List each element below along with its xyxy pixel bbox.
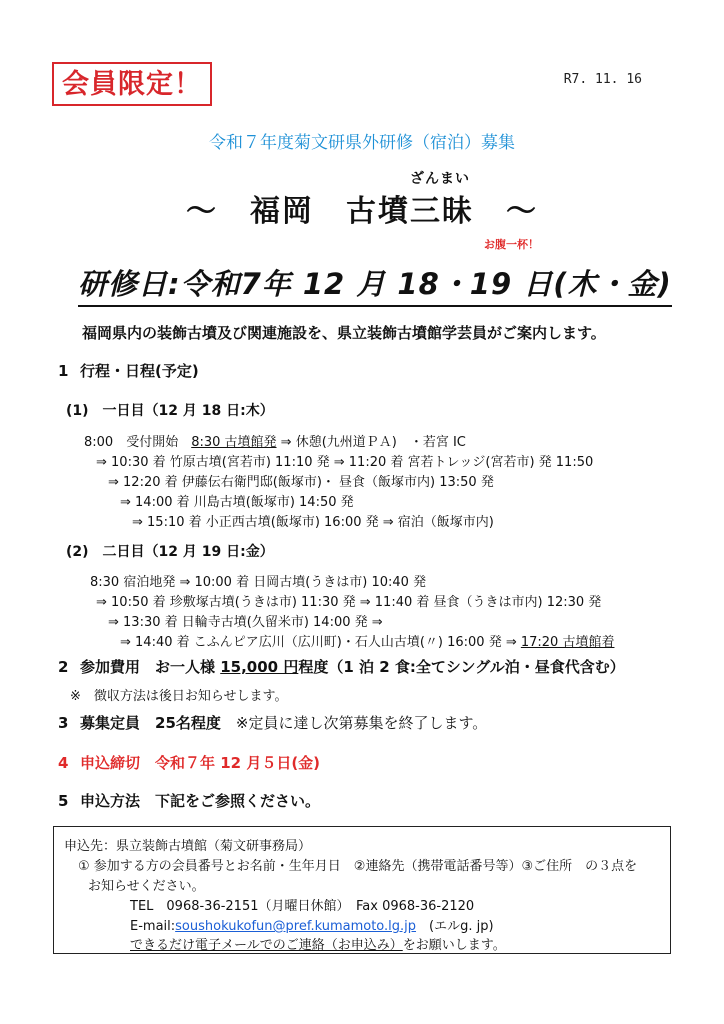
day2-line-2: ⇒ 10:50 着 珍敷塚古墳(うきは市) 11:30 発 ⇒ 11:40 着 昼食（うきは市内) 12:30 発 xyxy=(96,595,602,610)
day2-heading: (2) 二日目（12 月 19 日:金） xyxy=(66,544,274,560)
day2-line-4 xyxy=(120,631,614,650)
section-1-heading xyxy=(58,360,199,381)
day2-arrive: 17:20 古墳館着 xyxy=(520,635,615,650)
contact-tel: TEL 0968-36-2151（月曜日休館） Fax 0968-36-2120 xyxy=(130,899,475,914)
section-2-heading xyxy=(58,656,625,677)
fee-note: ※ 徴収方法は後日お知らせします。 xyxy=(70,689,288,704)
intro-text: 福岡県内の装飾古墳及び関連施設を、県立装飾古墳館学芸員がご案内します。 xyxy=(82,324,606,342)
day1-line-1-b: ⇒ 休憩(九州道ＰＡ) ・若宮 IC xyxy=(276,435,466,450)
section-2-number: 2 xyxy=(58,658,69,676)
section-3-number: 3 xyxy=(58,714,69,732)
day1-line-1 xyxy=(84,431,466,450)
fee-detail: 程度（1 泊 2 食:全てシングル泊・昼食代含む） xyxy=(298,658,625,676)
section-4-number: 4 xyxy=(58,754,69,772)
contact-instruction-2: お知らせください。 xyxy=(88,879,205,894)
contact-request xyxy=(130,934,506,953)
deadline-label: 申込締切 令和７年 12 月５日(金) xyxy=(80,754,321,772)
members-only-badge: 会員限定！ xyxy=(52,62,212,106)
day1-line-5: ⇒ 15:10 着 小正西古墳(飯塚市) 16:00 発 ⇒ 宿泊（飯塚市内) xyxy=(132,515,494,530)
section-5-heading xyxy=(58,790,320,811)
section-1-number: 1 xyxy=(58,362,69,380)
email-label: E-mail: xyxy=(130,919,176,934)
section-4-heading xyxy=(58,752,320,773)
fee-amount: 15,000 円 xyxy=(220,658,299,676)
section-1-title: 行程・日程(予定) xyxy=(80,362,199,380)
contact-to: 申込先：県立装飾古墳館（菊文研事務局） xyxy=(64,839,312,854)
issue-date: R7. 11. 16 xyxy=(563,72,642,87)
request-tail: をお願いします。 xyxy=(402,938,506,953)
training-date: 研修日:令和7年 12 月 18・19 日(木・金) xyxy=(78,262,672,307)
belly-note: お腹一杯！ xyxy=(484,238,539,251)
day2-line-1: 8:30 宿泊地発 ⇒ 10:00 着 日岡古墳(うきは市) 10:40 発 xyxy=(90,575,427,590)
email-link[interactable]: soushokukofun@pref.kumamoto.lg.jp xyxy=(175,919,417,934)
email-note: (エルg. jp) xyxy=(416,919,494,934)
day2-line-4-a: ⇒ 14:40 着 こふんピア広川（広川町)・石人山古墳(〃) 16:00 発 ⇒ xyxy=(120,635,521,650)
method-label: 申込方法 下記をご参照ください。 xyxy=(80,792,321,810)
subtitle: 令和７年度菊文研県外研修（宿泊）募集 xyxy=(209,133,515,153)
section-5-number: 5 xyxy=(58,792,69,810)
day1-line-4: ⇒ 14:00 着 川島古墳(飯塚市) 14:50 発 xyxy=(120,495,354,510)
day1-line-1-a: 8:00 受付開始 xyxy=(84,435,192,450)
day1-line-3: ⇒ 12:20 着 伊藤伝右衛門邸(飯塚市)・ 昼食（飯塚市内) 13:50 発 xyxy=(108,475,494,490)
title-ruby: ざんまい xyxy=(410,171,470,187)
capacity-note: ※定員に達し次第募集を終了します。 xyxy=(220,714,488,732)
page-title: ～ 福岡 古墳三昧 ～ xyxy=(186,194,538,229)
contact-box xyxy=(53,826,671,954)
capacity-label: 募集定員 25名程度 xyxy=(80,714,221,732)
contact-instruction: ① 参加する方の会員番号とお名前・生年月日 ②連絡先（携帯電話番号等）③ご住所 の３点を xyxy=(78,859,638,874)
day1-line-2: ⇒ 10:30 着 竹原古墳(宮若市) 11:10 発 ⇒ 11:20 着 宮若トレッジ(宮若市) 発 11:50 xyxy=(96,455,594,470)
request-underlined: できるだけ電子メールでのご連絡（お申込み） xyxy=(130,938,403,953)
day1-depart: 8:30 古墳館発 xyxy=(191,435,277,450)
day1-heading: (1) 一日目（12 月 18 日:木） xyxy=(66,403,274,419)
contact-email-line xyxy=(130,915,494,934)
section-3-heading xyxy=(58,712,487,733)
section-2-label: 参加費用 お一人様 xyxy=(80,658,221,676)
day2-line-3: ⇒ 13:30 着 日輪寺古墳(久留米市) 14:00 発 ⇒ xyxy=(108,615,383,630)
